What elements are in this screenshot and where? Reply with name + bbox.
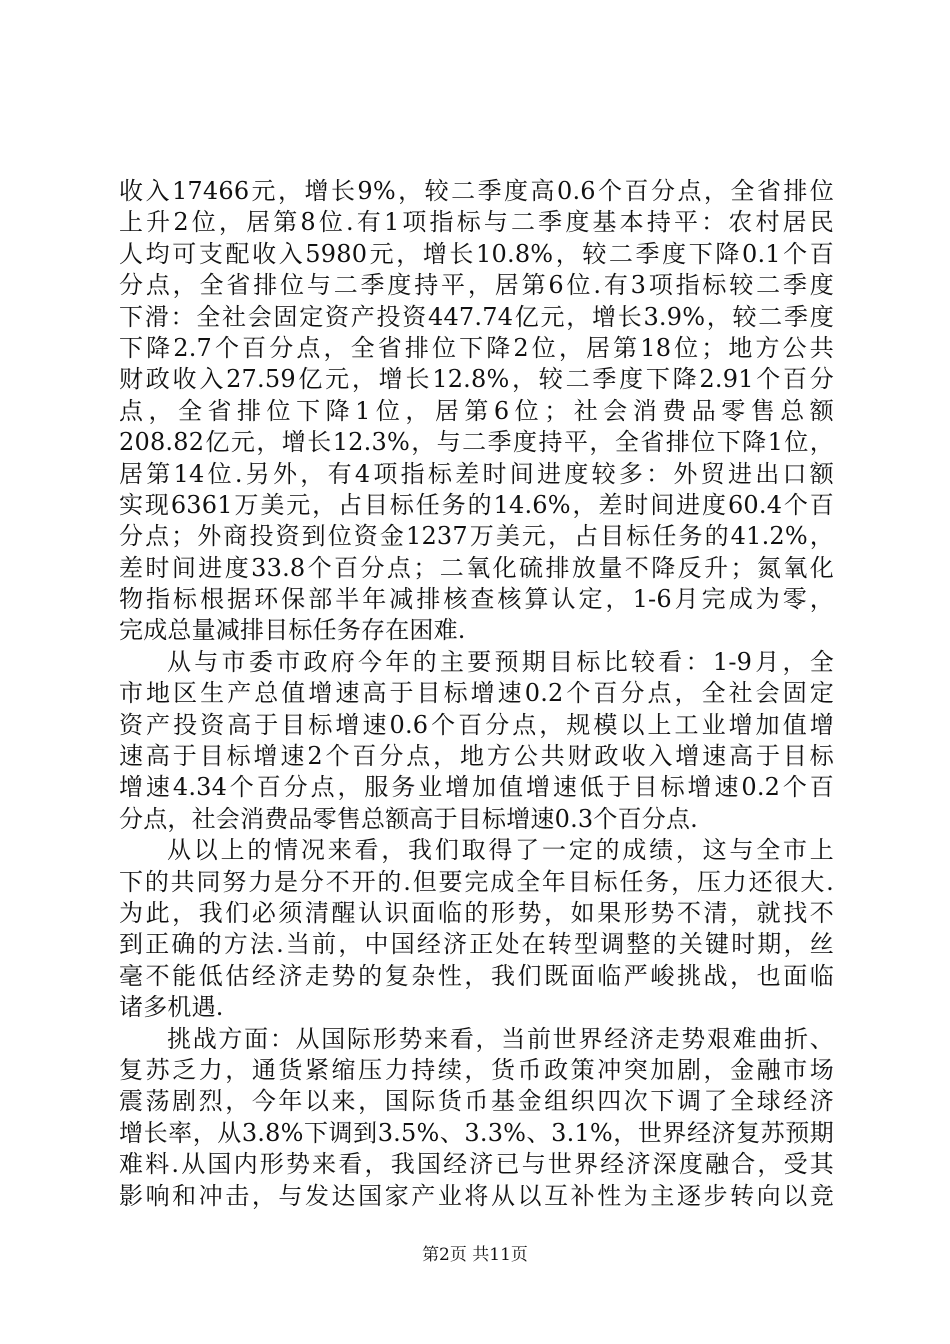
paragraph-first-line: 从以上的情况来看，我们取得了一定的成绩，这与全市上 xyxy=(167,836,834,865)
text-line: 下的共同努力是分不开的.但要完成全年目标任务，压力还很大. xyxy=(119,867,834,896)
text-line: 增速4.34个百分点，服务业增加值增速低于目标增速0.2个百 xyxy=(119,773,834,802)
text-line: 复苏乏力，通货紧缩压力持续，货币政策冲突加剧，金融市场 xyxy=(119,1055,834,1084)
text-line: 震荡剧烈，今年以来，国际货币基金组织四次下调了全球经济 xyxy=(119,1087,834,1116)
text-line: 下降2.7个百分点，全省排位下降2位，居第18位；地方公共 xyxy=(119,333,834,362)
text-line: 诸多机遇. xyxy=(119,993,224,1022)
text-line: 居第14位.另外，有4项指标差时间进度较多：外贸进出口额 xyxy=(119,459,834,488)
text-line: 速高于目标增速2个百分点，地方公共财政收入增速高于目标 xyxy=(119,742,834,771)
text-line: 差时间进度33.8个百分点；二氧化硫排放量不降反升；氮氧化 xyxy=(119,553,834,582)
text-line: 下滑：全社会固定资产投资447.74亿元，增长3.9%，较二季度 xyxy=(119,302,834,331)
text-line: 人均可支配收入5980元，增长10.8%，较二季度下降0.1个百 xyxy=(119,239,834,268)
text-line: 难料.从国内形势来看，我国经济已与世界经济深度融合，受其 xyxy=(119,1150,834,1179)
text-line: 点，全省排位下降1位，居第6位；社会消费品零售总额 xyxy=(119,396,834,425)
paragraph-first-line: 挑战方面：从国际形势来看，当前世界经济走势艰难曲折、 xyxy=(167,1024,834,1053)
text-line: 收入17466元，增长9%，较二季度高0.6个百分点，全省排位 xyxy=(119,177,834,205)
text-line: 市地区生产总值增速高于目标增速0.2个百分点，全社会固定 xyxy=(119,679,834,708)
text-line: 分点，全省排位与二季度持平，居第6位.有3项指标较二季度 xyxy=(119,271,834,300)
text-line: 完成总量减排目标任务存在困难. xyxy=(119,616,466,645)
text-line: 物指标根据环保部半年减排核查核算认定，1-6月完成为零， xyxy=(119,585,834,614)
text-line: 为此，我们必须清醒认识面临的形势，如果形势不清，就找不 xyxy=(119,898,834,927)
text-line: 上升2位，居第8位.有1项指标与二季度基本持平：农村居民 xyxy=(119,208,834,237)
text-line: 毫不能低估经济走势的复杂性，我们既面临严峻挑战，也面临 xyxy=(119,961,834,990)
text-line: 208.82亿元，增长12.3%，与二季度持平，全省排位下降1位， xyxy=(119,428,834,457)
page-number-footer: 第2页 共11页 xyxy=(422,1245,528,1265)
text-line: 财政收入27.59亿元，增长12.8%，较二季度下降2.91个百分 xyxy=(119,365,834,394)
text-line: 分点；外商投资到位资金1237万美元，占目标任务的41.2%， xyxy=(119,522,834,551)
paragraph-first-line: 从与市委市政府今年的主要预期目标比较看：1-9月，全 xyxy=(167,647,834,676)
text-line: 实现6361万美元，占目标任务的14.6%，差时间进度60.4个百 xyxy=(119,490,834,519)
text-line: 增长率，从3.8%下调到3.5%、3.3%、3.1%，世界经济复苏预期 xyxy=(119,1118,834,1147)
text-line: 到正确的方法.当前，中国经济正处在转型调整的关键时期，丝 xyxy=(119,930,834,959)
text-line: 资产投资高于目标增速0.6个百分点，规模以上工业增加值增 xyxy=(119,710,834,739)
text-line: 分点，社会消费品零售总额高于目标增速0.3个百分点. xyxy=(119,804,698,833)
text-line: 影响和冲击，与发达国家产业将从以互补性为主逐步转向以竞 xyxy=(119,1181,834,1210)
document-body xyxy=(119,176,834,1212)
